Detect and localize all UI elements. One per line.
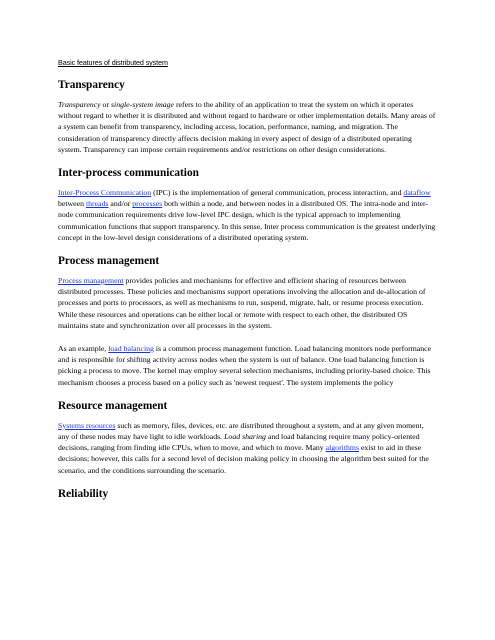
text-run: As an example, bbox=[58, 344, 109, 354]
section-paragraph bbox=[58, 99, 436, 155]
section-heading: Reliability bbox=[58, 487, 109, 500]
text-run: provides policies and mechanisms for effective and efficient sharing of resources between distributed processes. These policies and mechanisms support operations involving the allocation and de-allocation of processes and ports to processors, as well as mechanisms to run, suspend, migrate, halt, or resume process execution. While these resources and operations can be either local or remote with respect to each other, the distributed OS maintains state and synchronization over all processes in the system. bbox=[58, 276, 426, 330]
section-paragraph bbox=[58, 420, 436, 476]
text-run: refers to the ability of an application to treat the system on which it operates without regard to whether it is distributed and without regard to hardware or other implementation details. Many areas of a system can benefit from transparency, including access, location, performance, naming, and migration. The consideration of transparency directly affects decision making in every aspect of design of a distributed operating system. Transparency can impose certain requirements and/or restrictions on other design considerations. bbox=[58, 100, 436, 154]
section-heading: Transparency bbox=[58, 79, 125, 91]
section-paragraph bbox=[58, 343, 436, 388]
text-run: is a common process management function. Load balancing monitors node performance and is responsible for shifting activity across nodes when the system is out of balance. One load balancing function is picking a process to move. The kernel may employ several selection mechanisms, including priority-based choice. This mechanism chooses a process based on a policy such as 'newest request'. The system implements the policy bbox=[58, 344, 432, 387]
section-heading: Process management bbox=[58, 255, 160, 268]
sections-container bbox=[58, 79, 436, 501]
text-run: such as memory, files, devices, etc. are distributed throughout a system, and at any given moment, any of these nodes may have light to idle workloads. bbox=[58, 420, 424, 442]
inline-link[interactable]: Inter-Process Communication bbox=[58, 188, 152, 198]
inline-link[interactable]: dataflow bbox=[403, 188, 431, 198]
section-heading: Resource management bbox=[58, 399, 168, 412]
italic-text: single-system image bbox=[111, 100, 175, 109]
section-heading: Inter-process communication bbox=[58, 167, 199, 180]
text-run: and/or bbox=[108, 199, 133, 209]
inline-link[interactable]: load balancing bbox=[108, 344, 154, 354]
text-run: between bbox=[58, 199, 86, 209]
text-run: both within a node, and between nodes in a distributed OS. The intra-node and inter-node communication requirements drive low-level IPC design, which is the typical approach to implementing communication functions that support transparency. In this sense, Inter process communication is the greatest underlying concept in the low-level design considerations of a distributed operating system. bbox=[58, 199, 436, 242]
section-paragraph bbox=[58, 275, 436, 331]
inline-link[interactable]: processes bbox=[132, 199, 163, 209]
inline-link[interactable]: threads bbox=[85, 199, 109, 209]
document-title: Basic features of distributed system bbox=[58, 58, 168, 67]
text-run: exist to aid in these decisions; however, this calls for a second level of decision making policy in choosing the algorithm best suited for the scenario, and the conditions surrounding the scenario. bbox=[58, 443, 429, 475]
text-run: or bbox=[100, 100, 111, 109]
document-content bbox=[58, 58, 436, 508]
text-run: (IPC) is the implementation of general communication, process interaction, and bbox=[151, 188, 404, 198]
inline-link[interactable]: Process management bbox=[58, 276, 124, 286]
inline-link[interactable]: Systems resources bbox=[58, 420, 116, 430]
italic-text: Transparency bbox=[58, 100, 101, 109]
italic-text: Load sharing bbox=[224, 432, 266, 442]
text-run: and load balancing require many policy-oriented decisions, ranging from finding idle CPUs, when to move, and which to move. Many bbox=[58, 432, 420, 453]
section-paragraph bbox=[58, 187, 436, 243]
inline-link[interactable]: algorithms bbox=[325, 443, 360, 453]
